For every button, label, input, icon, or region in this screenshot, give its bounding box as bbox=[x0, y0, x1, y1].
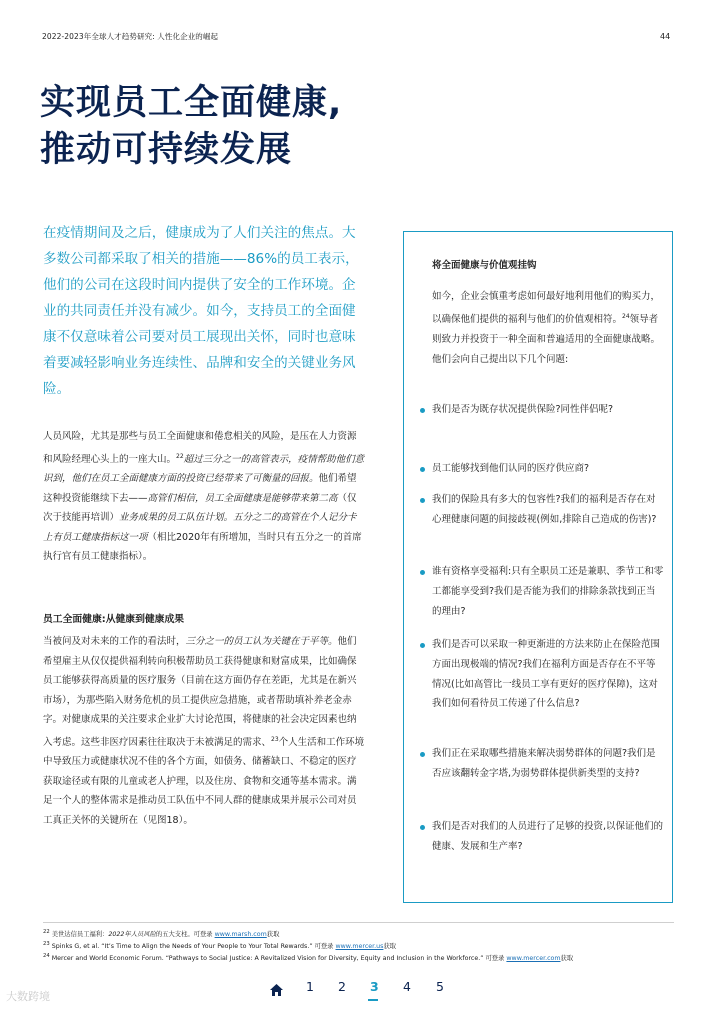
footnote-text-3: 获取 bbox=[560, 955, 574, 963]
footnote-text: Spinks G, et al. “It’s Time to Align the Needs of Your People to Your Total Rewards.” 可登录 bbox=[51, 943, 336, 951]
bullet-dot-icon bbox=[420, 570, 425, 575]
footnote-text-3: 获取 bbox=[266, 931, 280, 939]
page-link-4[interactable]: 4 bbox=[403, 979, 411, 994]
body-1-text-b: 他们希望这种投资能继续下去—— bbox=[43, 473, 357, 504]
question-item bbox=[420, 562, 664, 621]
question-item bbox=[420, 635, 664, 714]
body-1-italic-c: 业务成果的员工队伍计划。五分之二的高管在个人记分卡上有员工健康指标这一项 bbox=[43, 512, 357, 543]
question-item bbox=[420, 817, 664, 857]
body-2-text-b: 他们希望雇主从仅仅提供福利转向积极帮助员工获得健康和财富成果，比如确保员工能够获得高质量的医疗服务（目前在这方面仍存在差距，尤其是在新兴市场），为那些陷入财务危机的员工提供应急措施，或者帮助填补养老金赤字。对健康成果的关注要求企业扩大讨论范围，将健康的社会决定因素也纳入考虑。这些非医疗因素往往取决于未被满足的需求、 bbox=[43, 636, 357, 748]
question-item bbox=[420, 400, 664, 420]
watermark: 大数跨境 bbox=[6, 990, 50, 1003]
bullet-dot-icon bbox=[420, 643, 425, 648]
footnote-link[interactable]: www.mercer.com bbox=[506, 955, 561, 963]
question-text: 谁有资格享受福利:只有全职员工还是兼职、季节工和零工都能享受到?我们是否能为我们的排除条款找到正当的理由? bbox=[432, 566, 664, 617]
question-text: 我们的保险具有多大的包容性?我们的福利是否存在对心理健康问题的间接歧视(例如,排除自己造成的伤害)? bbox=[432, 494, 657, 525]
page-link-2[interactable]: 2 bbox=[338, 979, 346, 994]
question-text: 我们是否对我们的人员进行了足够的投资,以保证他们的健康、发展和生产率? bbox=[432, 821, 664, 852]
page-link-3-active[interactable]: 3 bbox=[370, 979, 379, 994]
body-1-text-a: 人员风险，尤其是那些与员工全面健康和倦怠相关的风险，是压在人力资源和风险经理心头上的一座大山。 bbox=[43, 431, 357, 465]
footnote-ref-24: 24 bbox=[622, 313, 630, 320]
footnote-text: 美世达信员工福利： bbox=[51, 931, 109, 939]
bullet-dot-icon bbox=[420, 467, 425, 472]
home-icon[interactable] bbox=[270, 981, 283, 1000]
footnote-text-3: 获取 bbox=[383, 943, 397, 951]
report-header-title: 2022-2023年全球人才趋势研究: 人性化企业的崛起 bbox=[42, 32, 219, 41]
footnote-number: 24 bbox=[43, 953, 50, 959]
body-2-text-a: 当被问及对未来的工作的看法时， bbox=[43, 636, 186, 647]
footnote-ref-23: 23 bbox=[271, 735, 279, 743]
body-2-text-c: 个人生活和工作环境中导致压力或健康状况不佳的各个方面，如债务、储蓄缺口、不稳定的医疗获取途径或有限的儿童或老人护理，以及住房、食物和交通等基本需求。满足一个人的整体需求是推动员工队伍中不同人群的健康成果并展示公司对员工真正关怀的关键所在（见图18）。 bbox=[43, 736, 365, 826]
question-item bbox=[420, 490, 664, 530]
page-title bbox=[40, 80, 440, 174]
footnote-number: 23 bbox=[43, 941, 50, 947]
sidebar-box bbox=[403, 231, 673, 903]
footnote-link[interactable]: www.mercer.us bbox=[335, 943, 384, 951]
page-number: 44 bbox=[660, 32, 671, 41]
page-link-5[interactable]: 5 bbox=[436, 979, 444, 994]
body-1-text-d: （相比2020年有所增加，当时只有五分之一的首席执行官有员工健康指标）。 bbox=[43, 531, 362, 563]
question-item bbox=[420, 744, 664, 784]
bullet-dot-icon bbox=[420, 752, 425, 757]
sidebar-intro-text: 如今，企业会慎重考虑如何最好地利用他们的购买力，以确保他们提供的福利与他们的价值观相符。 bbox=[432, 291, 661, 326]
question-text: 我们正在采取哪些措施来解决弱势群体的问题?我们是否应该翻转金字塔,为弱势群体提供新类型的支持? bbox=[432, 748, 656, 779]
footnote-number: 22 bbox=[43, 929, 50, 935]
page-title-line-2: 推动可持续发展 bbox=[40, 130, 293, 170]
lead-paragraph: 在疫情期间及之后，健康成为了人们关注的焦点。大多数公司都采取了相关的措施——86%的员工表示，他们的公司在这段时间内提供了安全的工作环境。企业的共同责任并没有减少。如今，支持员工的全面健康不仅意味着公司要对员工展现出关怀，同时也意味着要减轻影响业务连续性、品牌和安全的关键业务风险。 bbox=[43, 225, 359, 397]
footnote-link[interactable]: www.marsh.com bbox=[214, 931, 267, 939]
footnote-ref-22: 22 bbox=[176, 452, 184, 460]
footnote-22 bbox=[43, 928, 279, 939]
footnote-divider bbox=[43, 922, 674, 923]
body-paragraph-2 bbox=[43, 632, 365, 830]
bullet-dot-icon bbox=[420, 498, 425, 503]
section-subheading: 员工全面健康:从健康到健康成果 bbox=[43, 614, 185, 625]
question-text: 我们是否可以采取一种更渐进的方法来防止在保险范围方面出现极端的情况?我们在福利方面是否存在不平等情况(比如高管比一线员工享有更好的医疗保障)，这对我们如何看待员工传递了什么信息? bbox=[432, 639, 661, 710]
footnote-24 bbox=[43, 952, 573, 963]
body-1-italic-a: 超过三分之一的高管表示，疫情帮助他们意识到，他们在员工全面健康方面的投资已经带来了可衡量的回报。 bbox=[43, 453, 365, 485]
footnote-23 bbox=[43, 940, 396, 951]
footnote-italic: 2022年人员风险 bbox=[108, 931, 156, 939]
body-1-text-c: （仅次于技能再培训） bbox=[43, 492, 357, 524]
active-page-underline bbox=[368, 999, 378, 1001]
body-1-italic-b: 高管们相信，员工全面健康是能够带来第二高 bbox=[147, 492, 338, 504]
body-2-italic-a: 三分之一的员工认为关键在于平等。 bbox=[185, 636, 338, 647]
question-text: 员工能够找到他们认同的医疗供应商? bbox=[432, 463, 590, 474]
page-title-line-1: 实现员工全面健康, bbox=[40, 83, 343, 123]
body-paragraph-1 bbox=[43, 427, 365, 567]
footnote-text-2: 的五大支柱。可登录 bbox=[155, 931, 215, 939]
sidebar-intro bbox=[432, 287, 664, 370]
bullet-dot-icon bbox=[420, 825, 425, 830]
bullet-dot-icon bbox=[420, 408, 425, 413]
question-item bbox=[420, 459, 664, 479]
page-link-1[interactable]: 1 bbox=[306, 979, 314, 994]
sidebar-title: 将全面健康与价值观挂钩 bbox=[432, 260, 537, 271]
footnote-text: Mercer and World Economic Forum. “Pathways to Social Justice: A Revitalized Vision for Diversity, Equity and Inclusion in the Workforce.” 可登录 bbox=[51, 955, 507, 963]
sidebar-intro-rest: 领导者则致力并投资于一种全面和普遍适用的全面健康战略。他们会向自己提出以下几个问题: bbox=[432, 314, 661, 366]
question-text: 我们是否为既存状况提供保险?同性伴侣呢? bbox=[432, 404, 614, 415]
